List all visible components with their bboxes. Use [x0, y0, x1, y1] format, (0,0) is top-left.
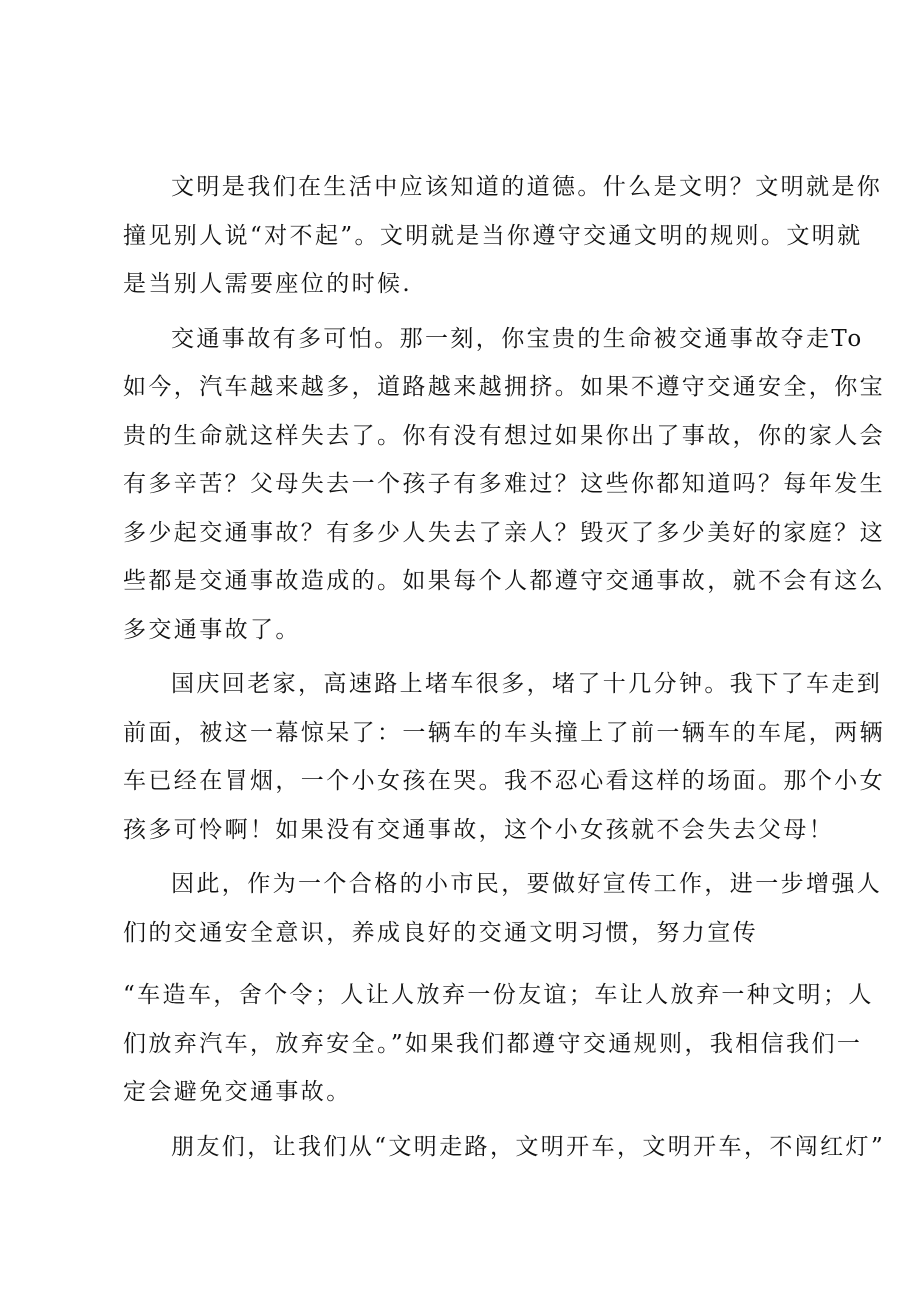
text-line: 车已经在冒烟，一个小女孩在哭。我不忍心看这样的场面。那个小女 — [123, 768, 885, 794]
text-line: 国庆回老家，高速路上堵车很多，堵了十几分钟。我下了车走到 — [171, 671, 883, 697]
text-line: 多交通事故了。 — [123, 616, 301, 643]
text-line: 多少起交通事故？有多少人失去了亲人？毁灭了多少美好的家庭？这 — [123, 519, 885, 546]
text-line: 撞见别人说“对不起”。文明就是当你遵守交通文明的规则。文明就 — [123, 222, 863, 249]
text-line: 如今，汽车越来越多，道路越来越拥挤。如果不遵守交通安全，你宝 — [123, 374, 885, 400]
paragraph-2 — [123, 315, 885, 655]
text-line: 朋友们，让我们从“文明走路，文明开车，文明开车，不闯红灯” — [171, 1133, 886, 1160]
text-line: “车造车，舍个令；人让人放弃一份友谊；车让人放弃一种文明；人 — [123, 982, 874, 1008]
text-line: 有多辛苦？父母失去一个孩子有多难过？这些你都知道吗？每年发生 — [123, 471, 885, 497]
text-line: 文明是我们在生活中应该知道的道德。什么是文明？文明就是你 — [171, 174, 883, 200]
text-line: 因此，作为一个合格的小市民，要做好宣传工作，进一步增强人 — [171, 871, 883, 897]
text-line: 些都是交通事故造成的。如果每个人都遵守交通事故，就不会有这么 — [123, 568, 885, 594]
paragraph-1 — [123, 163, 883, 309]
text-line: 定会避免交通事故。 — [123, 1079, 352, 1105]
paragraph-3 — [123, 660, 885, 854]
text-line: 们放弃汽车，放弃安全。”如果我们都遵守交通规则，我相信我们一 — [123, 1030, 863, 1057]
text-line: 贵的生命就这样失去了。你有没有想过如果你出了事故，你的家人会 — [123, 422, 885, 449]
text-line: 前面，被这一幕惊呆了：一辆车的车头撞上了前一辆车的车尾，两辆 — [123, 719, 885, 746]
paragraph-5 — [123, 971, 874, 1117]
text-line: 孩多可怜啊！如果没有交通事故，这个小女孩就不会失去父母！ — [123, 816, 835, 843]
text-line: 们的交通安全意识，养成良好的交通文明习惯，努力宣传 — [123, 919, 758, 946]
paragraph-4 — [123, 860, 883, 957]
text-line: 交通事故有多可怕。那一刻，你宝贵的生命被交通事故夺走To — [171, 325, 864, 352]
document-body — [123, 163, 886, 1171]
text-line: 是当别人需要座位的时候. — [123, 271, 413, 297]
paragraph-6 — [123, 1123, 886, 1172]
